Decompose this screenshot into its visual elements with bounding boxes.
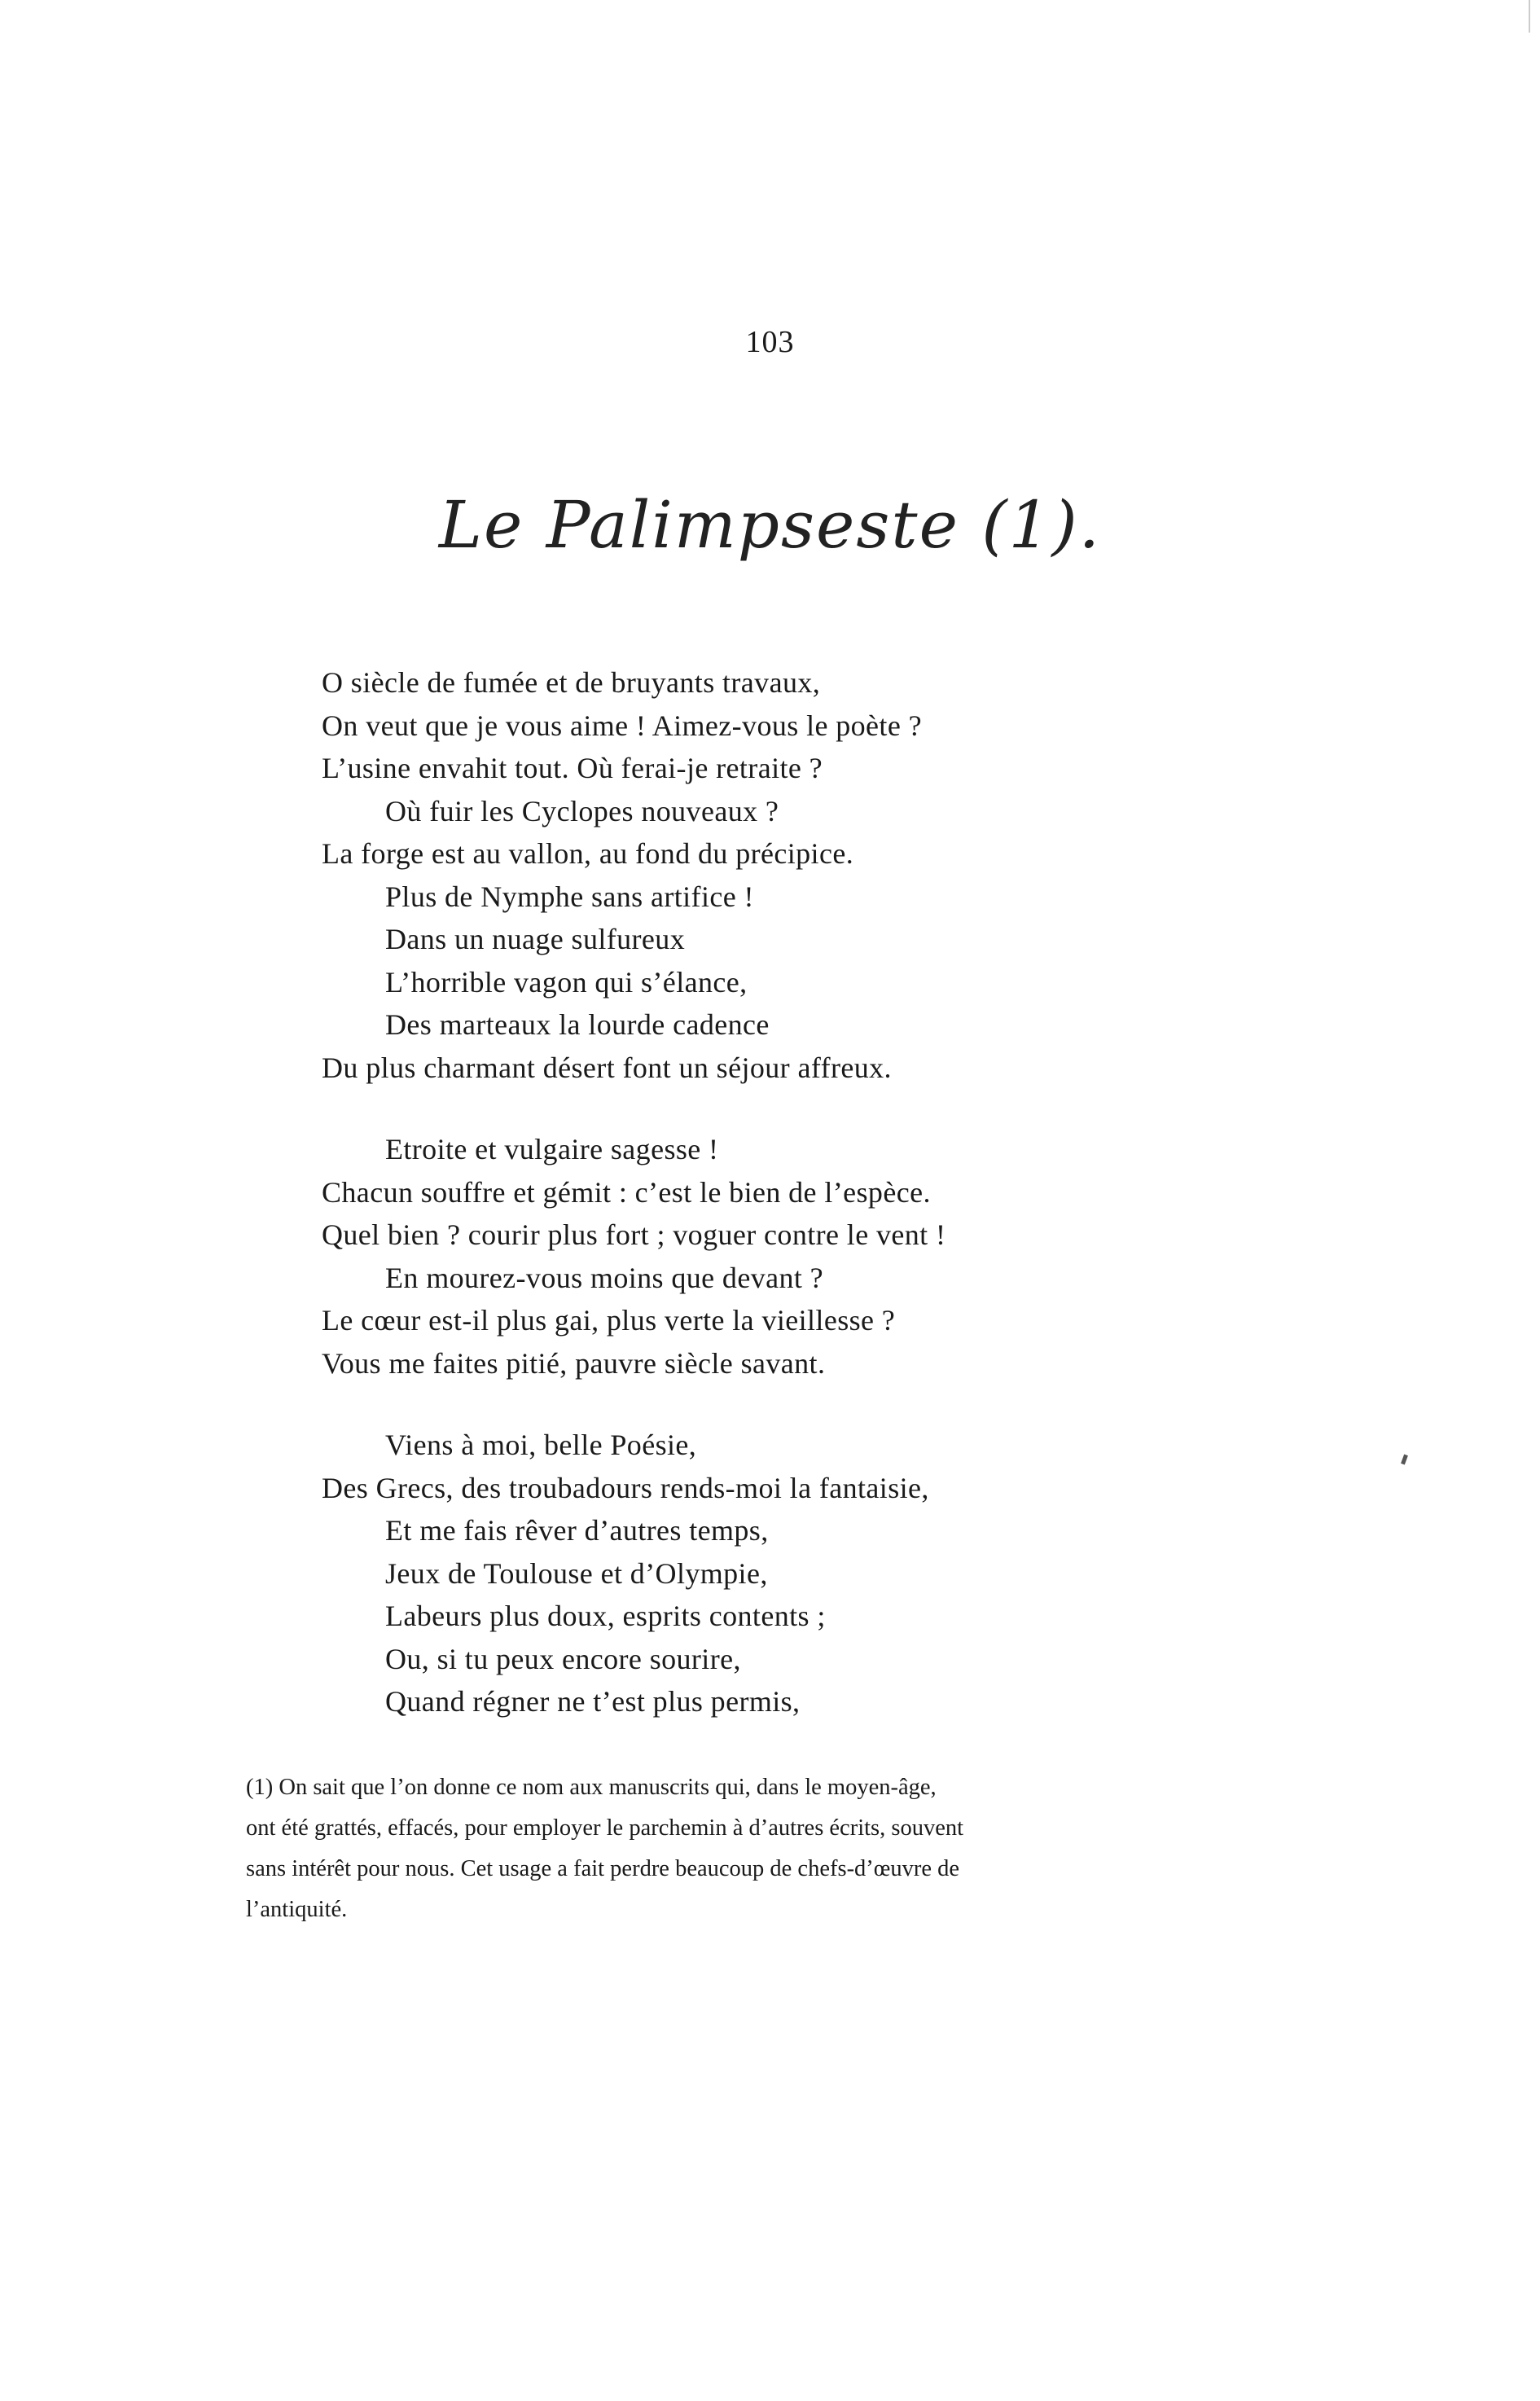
poem-line: Etroite et vulgaire sagesse ! (385, 1133, 719, 1165)
poem-line: Quel bien ? courir plus fort ; voguer contre le vent ! (322, 1218, 946, 1251)
poem-line: En mourez-vous moins que devant ? (385, 1261, 824, 1294)
poem-line: Des marteaux la lourde cadence (385, 1008, 770, 1041)
footnote (246, 1767, 1142, 1930)
poem-title: Le Palimpseste (1). (438, 487, 1102, 563)
poem-line: Dans un nuage sulfureux (385, 923, 686, 955)
footnote-line: ont été grattés, effacés, pour employer le parchemin à d’autres écrits, souvent (246, 1815, 964, 1841)
poem-line: L’horrible vagon qui s’élance, (385, 965, 748, 999)
poem-line: O siècle de fumée et de bruyants travaux, (322, 666, 821, 699)
stanza (322, 1424, 1380, 1723)
poem-line: Labeurs plus doux, esprits contents ; (385, 1600, 826, 1632)
poem-line: L’usine envahit tout. Où ferai-je retraite ? (322, 752, 823, 784)
page-number: 103 (745, 325, 795, 359)
poem-line: Quand régner ne t’est plus permis, (385, 1685, 801, 1718)
poem-line: La forge est au vallon, au fond du précipice. (322, 837, 854, 870)
poem-line: Des Grecs, des troubadours rends-moi la fantaisie, (322, 1471, 929, 1504)
poem-line: Viens à moi, belle Poésie, (385, 1429, 697, 1461)
poem-line: Du plus charmant désert font un séjour affreux. (322, 1051, 892, 1084)
footnote-line: sans intérêt pour nous. Cet usage a fait perdre beaucoup de chefs-d’œuvre de (246, 1856, 960, 1881)
poem-line: Chacun souffre et gémit : c’est le bien de l’espèce. (322, 1175, 931, 1209)
poem-body (322, 661, 1380, 1723)
poem-line: Jeux de Toulouse et d’Olympie, (385, 1556, 768, 1590)
footnote-line: l’antiquité. (246, 1897, 348, 1922)
poem-line: Et me fais rêver d’autres temps, (385, 1514, 769, 1547)
poem-line: Le cœur est-il plus gai, plus verte la vieillesse ? (322, 1304, 896, 1337)
stanza (322, 661, 1380, 1089)
poem-line: Vous me faites pitié, pauvre siècle savant. (322, 1346, 826, 1380)
footnote-line: (1) On sait que l’on donne ce nom aux manuscrits qui, dans le moyen-âge, (246, 1775, 937, 1800)
stray-ink-mark (1401, 1455, 1408, 1465)
poem-line: On veut que je vous aime ! Aimez-vous le poète ? (322, 709, 922, 742)
poem-line: Plus de Nymphe sans artifice ! (385, 880, 754, 913)
page-edge-mark (1529, 0, 1530, 33)
poem-line: Où fuir les Cyclopes nouveaux ? (385, 794, 779, 827)
stanza (322, 1128, 1380, 1385)
poem-line: Ou, si tu peux encore sourire, (385, 1642, 741, 1675)
